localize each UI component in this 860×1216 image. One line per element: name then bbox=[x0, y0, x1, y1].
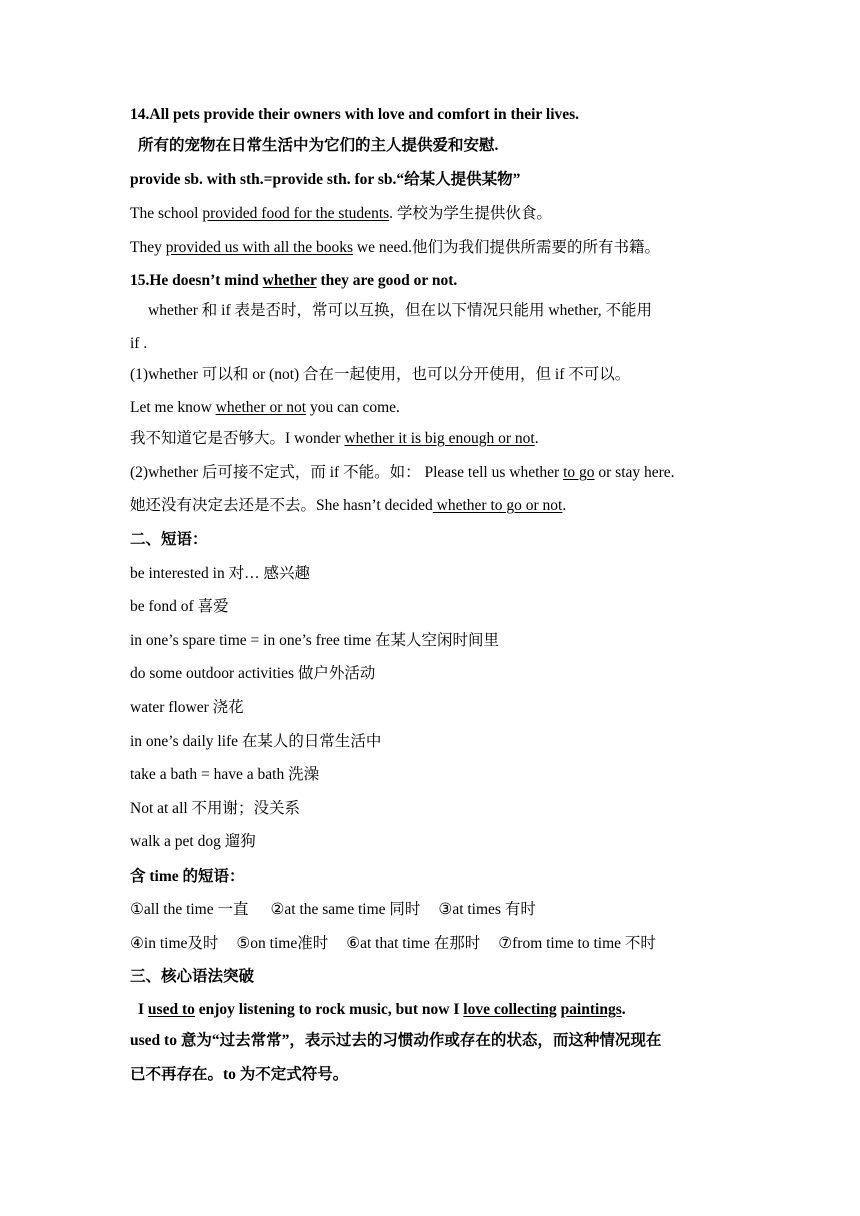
example-text: . 学校为学生提供伙食。 bbox=[389, 205, 552, 222]
underlined-phrase: whether it is big enough or not bbox=[344, 430, 535, 447]
example-text: Let me know bbox=[130, 399, 216, 416]
item15-case-2 bbox=[130, 462, 732, 484]
example-text: The school bbox=[130, 205, 203, 222]
phrase-item: be fond of 喜爱 bbox=[130, 598, 229, 615]
time-phrase: ③at times 有时 bbox=[438, 901, 536, 918]
item15-case-2-example bbox=[130, 495, 732, 517]
title-text: they are good or not. bbox=[316, 272, 458, 289]
sentence-text: enjoy listening to rock music, but now I bbox=[194, 1001, 464, 1018]
time-phrases-row-2 bbox=[130, 933, 732, 955]
phrase-item: take a bath = have a bath 洗澡 bbox=[130, 766, 320, 783]
grammar-explanation-line-1: used to 意为“过去常常”，表示过去的习惯动作或存在的状态，而这种情况现在 bbox=[130, 1032, 662, 1049]
underlined-phrase: provided food for the students bbox=[202, 205, 390, 222]
item14-rule bbox=[130, 169, 732, 191]
underlined-phrase: used to bbox=[147, 1001, 195, 1018]
item15-title bbox=[130, 270, 732, 292]
phrase-item: in one’s spare time = in one’s free time 在某人空闲时间里 bbox=[130, 632, 500, 649]
example-text: 她还没有决定去还是不去。She hasn’t decided bbox=[130, 497, 433, 514]
item14-title-translation: 所有的宠物在日常生活中为它们的主人提供爱和安慰. bbox=[138, 137, 499, 154]
example-text: They bbox=[130, 239, 166, 256]
item15-note-line-1: whether 和 if 表是否时，常可以互换，但在以下情况只能用 whether, 不能用 bbox=[148, 302, 652, 319]
time-phrase: ②at the same time 同时 bbox=[270, 901, 421, 918]
phrase-item: in one’s daily life 在某人的日常生活中 bbox=[130, 733, 382, 750]
grammar-heading: 三、核心语法突破 bbox=[130, 968, 255, 985]
time-phrase: ⑥at that time 在那时 bbox=[346, 935, 481, 952]
underlined-phrase: whether to go or not bbox=[432, 497, 563, 514]
underlined-phrase: to go bbox=[563, 464, 595, 481]
rule-english: provide sb. with sth.=provide sth. for sb. bbox=[130, 171, 397, 188]
example-text: you can come. bbox=[306, 399, 400, 416]
underlined-phrase: paintings bbox=[560, 1001, 622, 1018]
item14-example-2 bbox=[130, 237, 732, 259]
example-text: we need.他们为我们提供所需要的所有书籍。 bbox=[353, 239, 660, 256]
grammar-explanation-line-2: 已不再存在。to 为不定式符号。 bbox=[130, 1066, 349, 1083]
example-text: . bbox=[562, 497, 567, 514]
phrase-item: be interested in 对… 感兴趣 bbox=[130, 565, 310, 582]
rule-chinese: “给某人提供某物” bbox=[396, 171, 521, 188]
phrase-item: water flower 浇花 bbox=[130, 699, 244, 716]
underlined-phrase: love collecting bbox=[463, 1001, 557, 1018]
time-phrase: ①all the time 一直 bbox=[130, 901, 249, 918]
item14-title: 14.All pets provide their owners with love and comfort in their lives. bbox=[130, 106, 580, 123]
case-text: or stay here. bbox=[594, 464, 675, 481]
time-phrase: ⑤on time准时 bbox=[236, 935, 329, 952]
underlined-word: whether bbox=[262, 272, 317, 289]
phrase-item: do some outdoor activities 做户外活动 bbox=[130, 665, 376, 682]
phrase-item: Not at all 不用谢；没关系 bbox=[130, 800, 301, 817]
phrases-heading: 二、短语： bbox=[130, 531, 208, 548]
time-phrase: ⑦from time to time 不时 bbox=[498, 935, 656, 952]
time-phrases-row-1 bbox=[130, 899, 732, 921]
item15-case-1: (1)whether 可以和 or (not) 合在一起使用，也可以分开使用，但 if 不可以。 bbox=[130, 366, 631, 383]
item14-example-1 bbox=[130, 203, 732, 225]
sentence-text: I bbox=[138, 1001, 148, 1018]
time-phrases-heading: 含 time 的短语： bbox=[130, 868, 245, 885]
case-text: (2)whether 后可接不定式，而 if 不能。如： Please tell us whether bbox=[130, 464, 564, 481]
underlined-phrase: whether or not bbox=[215, 399, 307, 416]
item15-note-line-2: if . bbox=[130, 335, 148, 352]
item15-case-1-example-2 bbox=[130, 428, 732, 450]
grammar-example-sentence bbox=[138, 999, 732, 1021]
phrase-item: walk a pet dog 遛狗 bbox=[130, 833, 256, 850]
title-text: 15.He doesn’t mind bbox=[130, 272, 263, 289]
underlined-phrase: provided us with all the books bbox=[165, 239, 354, 256]
sentence-text: . bbox=[621, 1001, 626, 1018]
item15-case-1-example-1 bbox=[130, 397, 732, 419]
time-phrase: ④in time及时 bbox=[130, 935, 219, 952]
example-text: 我不知道它是否够大。I wonder bbox=[130, 430, 345, 447]
example-text: . bbox=[534, 430, 539, 447]
